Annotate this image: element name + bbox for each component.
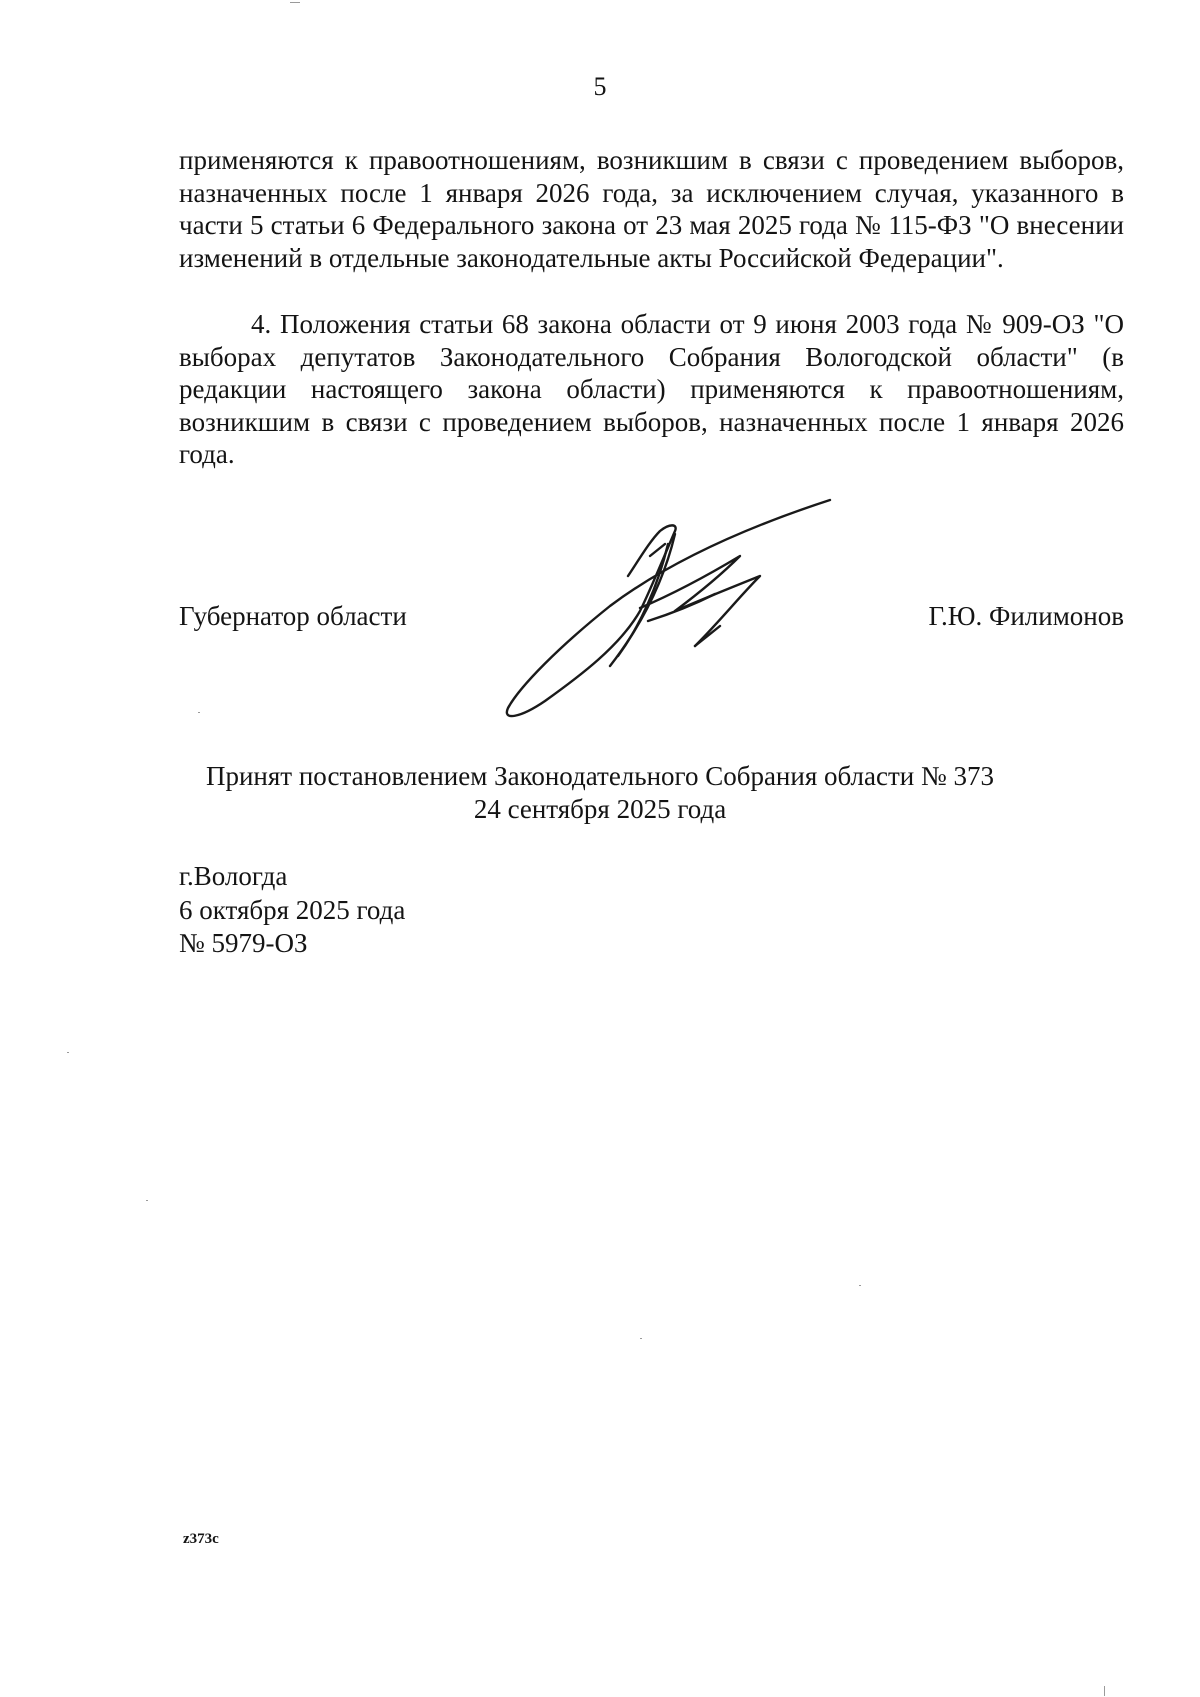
signatory-title: Губернатор области bbox=[179, 601, 407, 631]
page-number: 5 bbox=[593, 72, 607, 101]
scan-speck bbox=[640, 1338, 642, 1339]
paragraph-continuation: применяются к правоотношениям, возникшим в связи с проведением выборов, назначенных после 1 января 2026 года, за исключением случая, указанного в части 5 статьи 6 Федерального закона от 23 мая 2025 года № 115-ФЗ "О внесении изменений в отдельные законодательные акты Российской Федерации". bbox=[179, 145, 1124, 273]
law-number: № 5979-ОЗ bbox=[179, 928, 308, 958]
scan-speck bbox=[67, 1052, 69, 1053]
place-date-number bbox=[179, 860, 405, 961]
scan-speck bbox=[290, 2, 300, 3]
scan-speck bbox=[198, 712, 200, 713]
adoption-line-2: 24 сентября 2025 года bbox=[473, 794, 727, 824]
scan-speck bbox=[1104, 1686, 1105, 1696]
scan-speck bbox=[859, 1285, 861, 1286]
paragraph-item-4: 4. Положения статьи 68 закона области от 9 июня 2003 года № 909-ОЗ "О выборах депутатов Законодательного Собрания Вологодской области" (в редакции настоящего закона области) применяются к правоотношениям, возникшим в связи с проведением выборов, назначенных после 1 января 2026 года. bbox=[179, 309, 1124, 470]
signatory-name: Г.Ю. Филимонов bbox=[928, 601, 1124, 631]
place-city: г.Вологда bbox=[179, 861, 288, 891]
adoption-note bbox=[0, 760, 1200, 826]
place-date: 6 октября 2025 года bbox=[179, 894, 406, 925]
adoption-line-1: Принят постановлением Законодательного Собрания области № 373 bbox=[205, 761, 995, 791]
scan-speck bbox=[146, 1200, 148, 1201]
document-code: z373c bbox=[183, 1531, 219, 1547]
handwritten-signature bbox=[500, 496, 840, 726]
